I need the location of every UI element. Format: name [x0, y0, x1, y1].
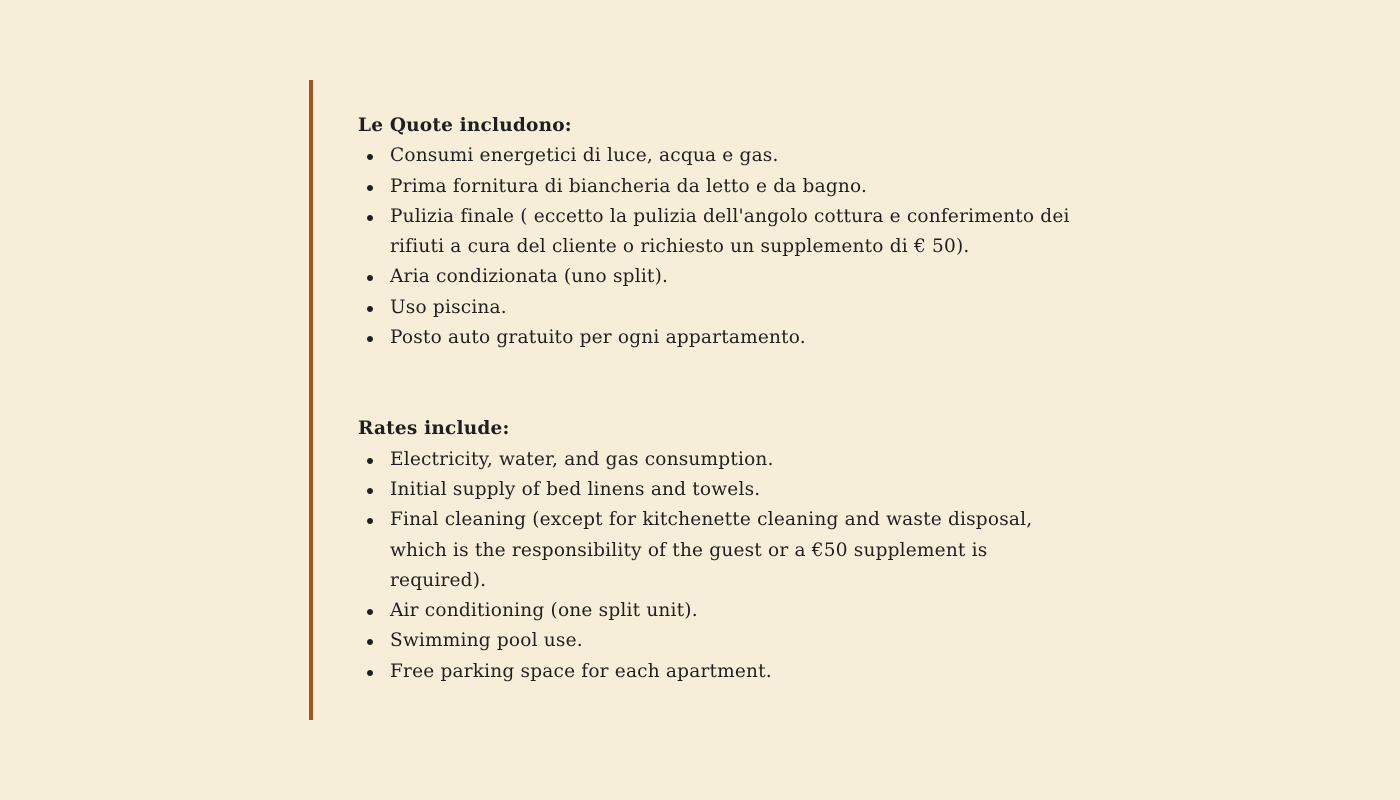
english-inclusions-list	[358, 445, 1158, 687]
list-item: Free parking space for each apartment.	[390, 657, 1158, 687]
list-item: Prima fornitura di biancheria da letto e da bagno.	[390, 172, 1158, 202]
rates-content	[358, 111, 1158, 687]
list-item: Consumi energetici di luce, acqua e gas.	[390, 141, 1158, 171]
list-item: Pulizia finale ( eccetto la pulizia dell'angolo cottura e conferimento dei rifiuti a cura del cliente o richiesto un supplemento di € 50).	[390, 202, 1114, 263]
english-section-title: Rates include:	[358, 418, 510, 440]
list-item: Uso piscina.	[390, 293, 1158, 323]
italian-section	[358, 111, 1158, 353]
list-item: Air conditioning (one split unit).	[390, 596, 1158, 626]
italian-section-title: Le Quote includono:	[358, 115, 572, 136]
list-item: Final cleaning (except for kitchenette cleaning and waste disposal, which is the responsibility of the guest or a €50 supplement is required).	[390, 505, 1070, 596]
list-item: Posto auto gratuito per ogni appartamento.	[390, 323, 1158, 353]
list-item: Initial supply of bed linens and towels.	[390, 475, 1158, 505]
list-item: Aria condizionata (uno split).	[390, 262, 1158, 292]
list-item: Swimming pool use.	[390, 626, 1158, 656]
list-item: Electricity, water, and gas consumption.	[390, 445, 1158, 475]
english-section	[358, 414, 1158, 687]
italian-inclusions-list	[358, 141, 1158, 353]
accent-bar	[309, 80, 313, 720]
